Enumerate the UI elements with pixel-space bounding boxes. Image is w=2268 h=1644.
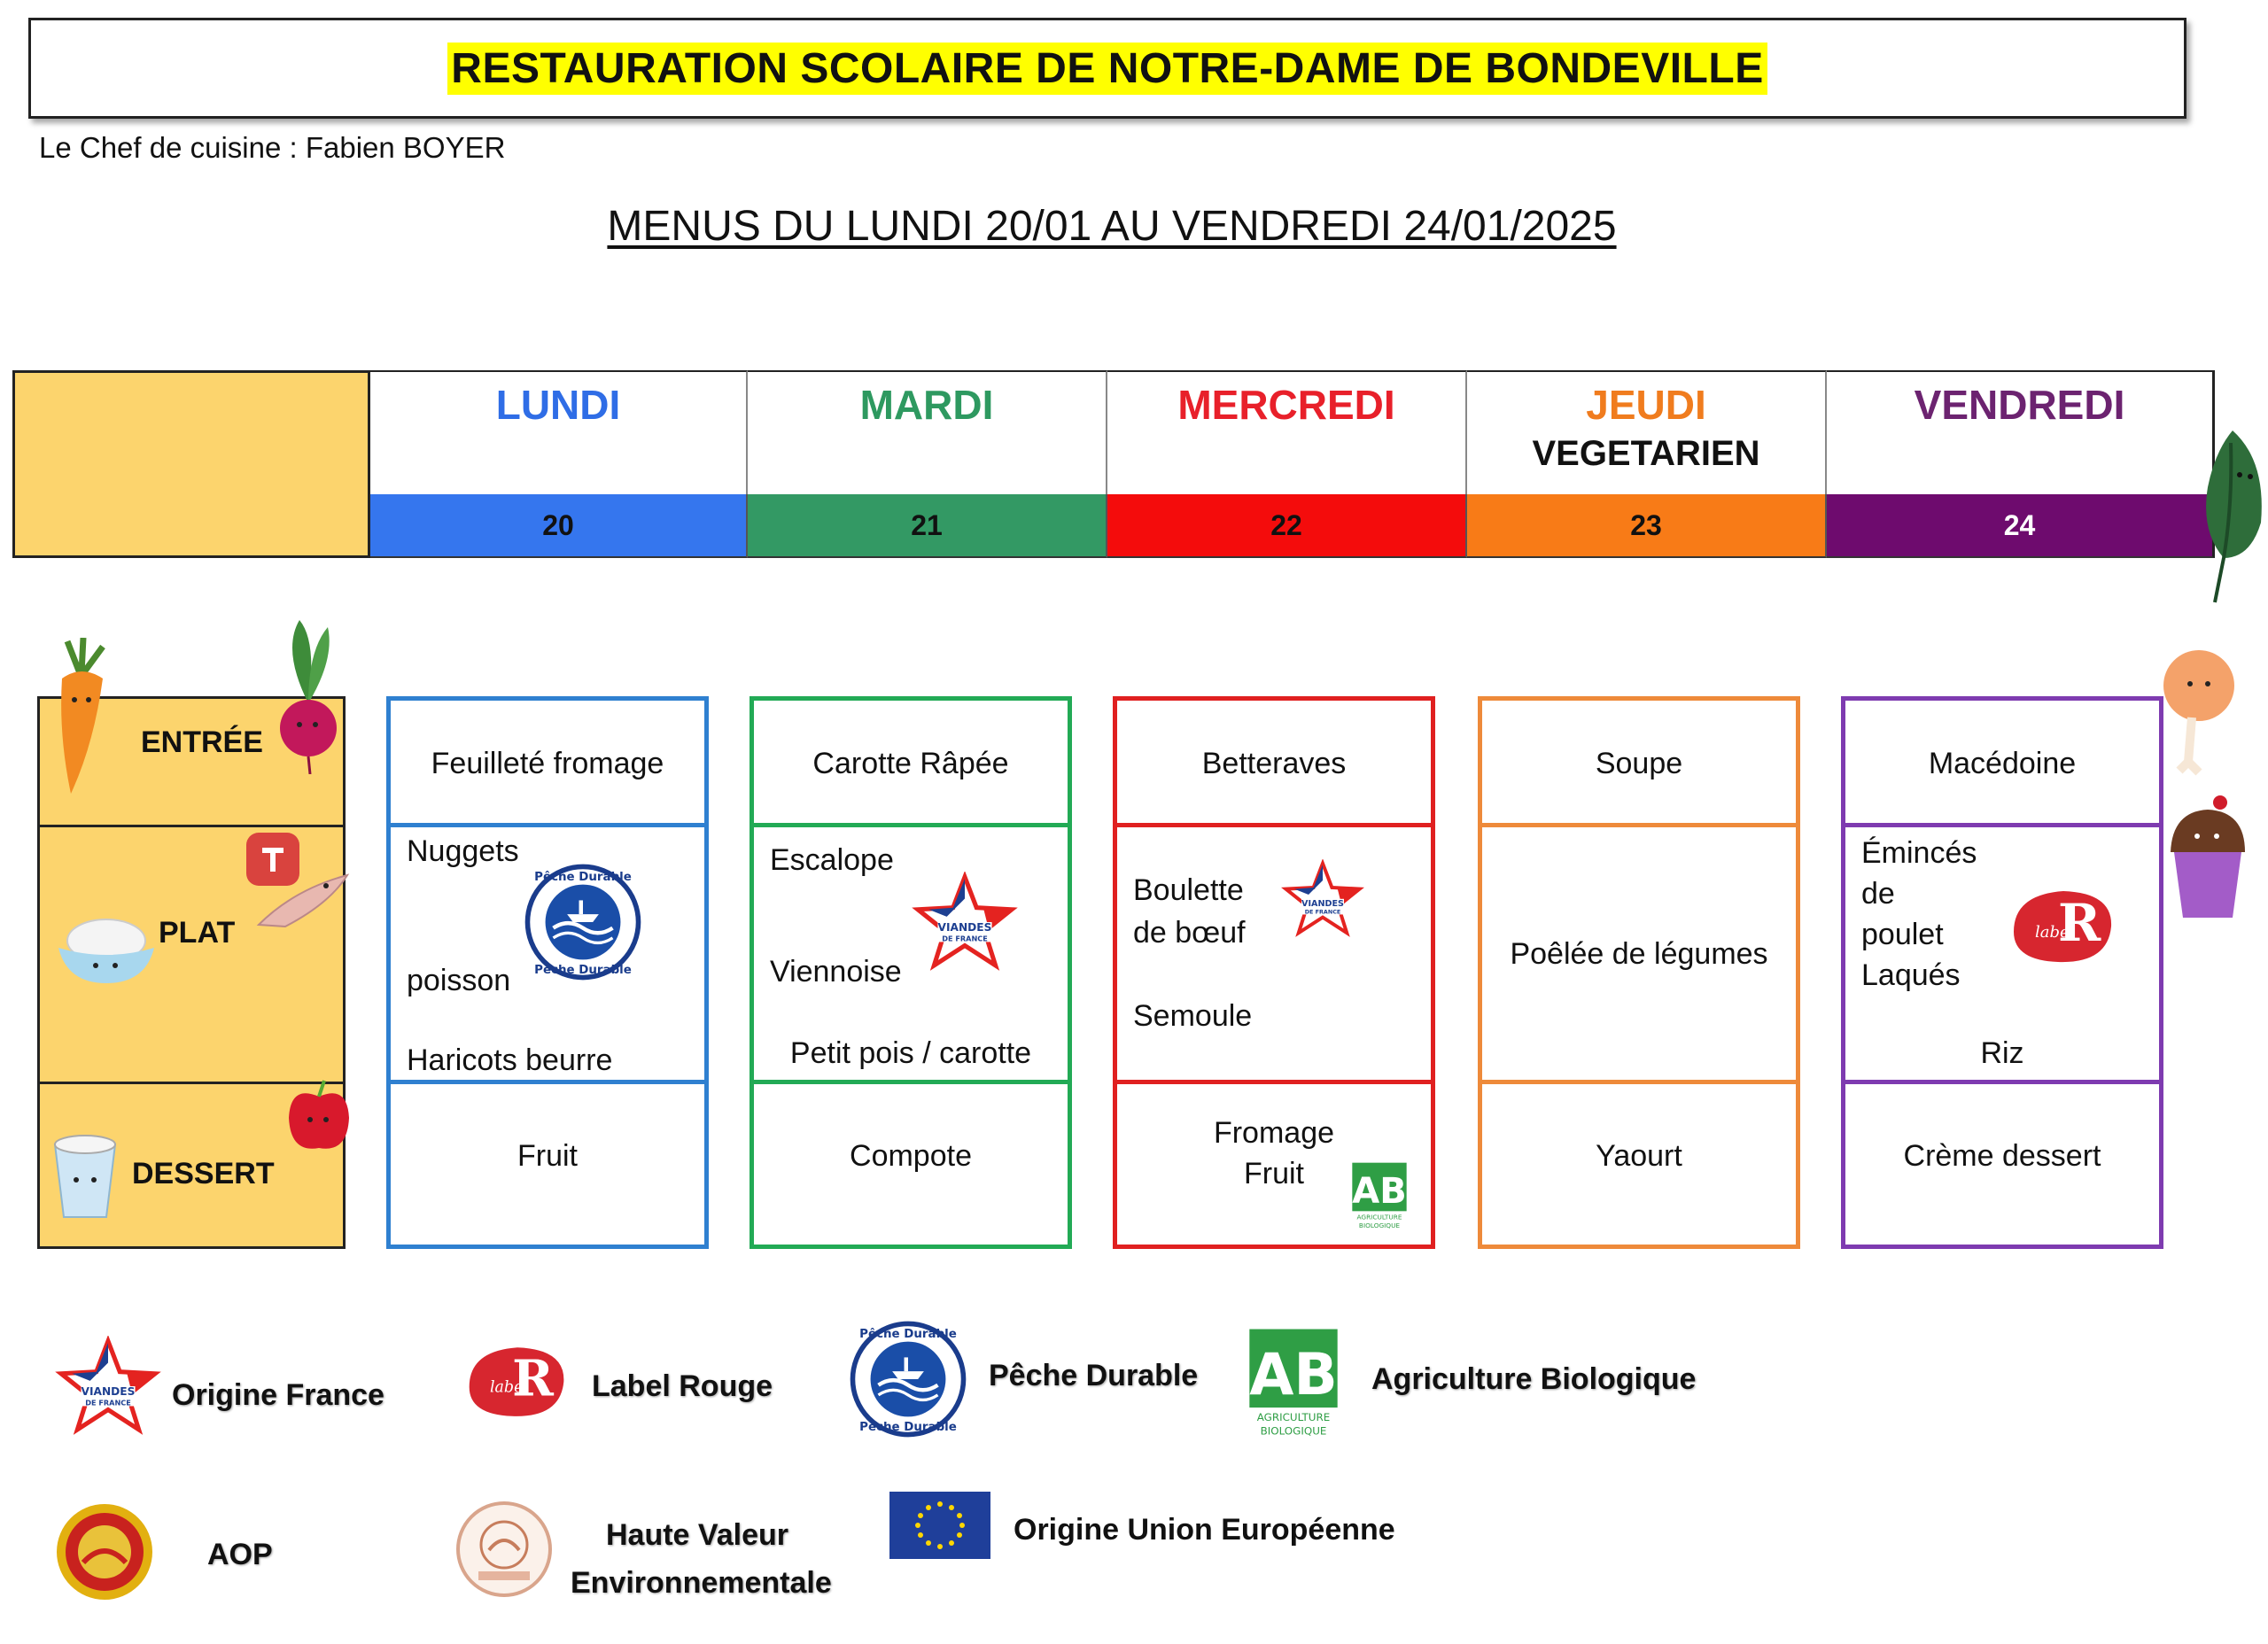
- day-number-vendredi: 24: [1827, 494, 2215, 558]
- day-header-mercredi: [1107, 370, 1467, 494]
- title-box: [28, 18, 2186, 119]
- day-name-vendredi: VENDREDI: [1914, 382, 2125, 428]
- legend-aop: AOP: [207, 1538, 273, 1571]
- plat-mercredi-3: Semoule: [1133, 999, 1253, 1033]
- day-number-mardi: 21: [748, 494, 1107, 558]
- page-title: RESTAURATION SCOLAIRE DE NOTRE-DAME DE BONDEVILLE: [447, 43, 1767, 95]
- day-name-lundi: LUNDI: [495, 382, 621, 428]
- menu-dessert-mercredi: [1117, 1084, 1431, 1245]
- plat-vendredi-1: Émincés: [1861, 836, 1977, 870]
- dessert-mercredi-2: Fruit: [1244, 1157, 1304, 1190]
- menu-box-mercredi: [1113, 696, 1435, 1249]
- menu-plat-vendredi: [1845, 827, 2159, 1084]
- agriculture-biologique-legend-icon: [1246, 1325, 1341, 1440]
- legend-hve-2: Environnementale: [571, 1566, 832, 1600]
- legend-hve-1: Haute Valeur: [606, 1518, 788, 1552]
- chef-name: Le Chef de cuisine : Fabien BOYER: [39, 131, 506, 164]
- menu-box-mardi: [750, 696, 1072, 1249]
- menu-entree-vendredi: [1845, 701, 2159, 827]
- menu-box-lundi: [386, 696, 709, 1249]
- label-rouge-icon: [2005, 882, 2120, 971]
- entree-mercredi: Betteraves: [1201, 747, 1347, 780]
- dessert-lundi: Fruit: [517, 1139, 578, 1173]
- entree-jeudi: Soupe: [1595, 747, 1683, 780]
- day-header-mardi: [748, 370, 1107, 494]
- dessert-mercredi-1: Fromage: [1213, 1116, 1335, 1150]
- dessert-mardi: Compote: [850, 1139, 972, 1173]
- dessert-vendredi: Crème dessert: [1903, 1139, 2101, 1173]
- plat-mardi-1: Escalope: [770, 843, 894, 877]
- week-heading: [0, 202, 2224, 251]
- cupcake-icon: [2165, 794, 2250, 927]
- dessert-jeudi: Yaourt: [1596, 1139, 1682, 1173]
- viandes-de-france-icon: [910, 872, 1020, 971]
- day-header-jeudi: [1467, 370, 1827, 494]
- peche-durable-legend-icon: [849, 1320, 967, 1438]
- entree-lundi: Feuilleté fromage: [431, 747, 664, 780]
- rice-bowl-icon: [53, 909, 159, 985]
- spinach-leaf-icon: [2188, 425, 2268, 611]
- day-name-mardi: MARDI: [859, 382, 994, 428]
- day-header-vendredi: [1827, 370, 2215, 494]
- plat-vendredi-5: Riz: [1980, 1036, 2024, 1070]
- plat-lundi-1: Nuggets: [407, 834, 519, 868]
- menu-dessert-lundi: [391, 1084, 704, 1245]
- legend-origine-ue: Origine Union Européenne: [1014, 1513, 1395, 1547]
- menu-dessert-jeudi: [1482, 1084, 1796, 1245]
- legend-label-rouge: Label Rouge: [592, 1369, 773, 1403]
- beetroot-icon: [273, 615, 344, 774]
- plat-jeudi: Poêlée de légumes: [1510, 937, 1768, 971]
- category-dessert: DESSERT: [132, 1157, 275, 1190]
- header-corner: [12, 370, 370, 558]
- menu-box-vendredi: [1841, 696, 2163, 1249]
- menu-plat-mercredi: [1117, 827, 1431, 1084]
- plat-lundi-3: Haricots beurre: [407, 1043, 613, 1077]
- plat-lundi-2: poisson: [407, 964, 511, 997]
- label-rouge-legend-icon: [461, 1338, 572, 1426]
- day-number-mercredi: 22: [1107, 494, 1467, 558]
- meat-fish-icon: [241, 827, 356, 942]
- plat-vendredi-3: poulet: [1861, 918, 1944, 951]
- menu-entree-mardi: [754, 701, 1068, 827]
- aop-icon: [53, 1501, 156, 1603]
- plat-mardi-2: Viennoise: [770, 955, 902, 989]
- menu-dessert-vendredi: [1845, 1084, 2159, 1245]
- agriculture-biologique-icon: [1349, 1160, 1410, 1231]
- menu-box-jeudi: [1478, 696, 1800, 1249]
- legend-origine-france: Origine France: [172, 1378, 384, 1412]
- menu-dessert-mardi: [754, 1084, 1068, 1245]
- apple-icon: [285, 1079, 353, 1155]
- legend-agriculture-biologique: Agriculture Biologique: [1371, 1362, 1697, 1396]
- hve-icon: [454, 1499, 555, 1600]
- day-name-jeudi: JEUDI: [1586, 382, 1706, 428]
- day-header-lundi: [370, 370, 748, 494]
- day-number-lundi: 20: [370, 494, 748, 558]
- plat-vendredi-2: de: [1861, 877, 1895, 911]
- origine-france-icon: [53, 1336, 163, 1435]
- plat-mercredi-1: Boulette: [1133, 873, 1244, 907]
- menu-entree-mercredi: [1117, 701, 1431, 827]
- peche-durable-icon: [524, 863, 642, 981]
- menu-plat-jeudi: [1482, 827, 1796, 1084]
- yogurt-icon: [50, 1118, 120, 1224]
- category-plat: PLAT: [159, 916, 236, 950]
- day-name-mercredi: MERCREDI: [1177, 382, 1395, 428]
- plat-mardi-3: Petit pois / carotte: [789, 1036, 1032, 1070]
- chicken-leg-icon: [2158, 647, 2240, 779]
- entree-vendredi: Macédoine: [1928, 747, 2077, 780]
- eu-flag-icon: [889, 1492, 990, 1559]
- entree-mardi: Carotte Râpée: [812, 747, 1009, 780]
- menu-entree-lundi: [391, 701, 704, 827]
- menu-plat-lundi: [391, 827, 704, 1084]
- menu-entree-jeudi: [1482, 701, 1796, 827]
- plat-mercredi-2: de bœuf: [1133, 916, 1246, 950]
- menu-plat-mardi: [754, 827, 1068, 1084]
- plat-vendredi-4: Laqués: [1861, 958, 1961, 992]
- carrot-icon: [50, 638, 112, 797]
- day-sub-jeudi: VEGETARIEN: [1532, 434, 1760, 473]
- day-number-jeudi: 23: [1467, 494, 1827, 558]
- week-heading-text: MENUS DU LUNDI 20/01 AU VENDREDI 24/01/2025: [607, 203, 1617, 250]
- viandes-de-france-icon: [1280, 859, 1365, 937]
- legend-peche-durable: Pêche Durable: [989, 1359, 1199, 1392]
- category-entree: ENTRÉE: [141, 725, 263, 759]
